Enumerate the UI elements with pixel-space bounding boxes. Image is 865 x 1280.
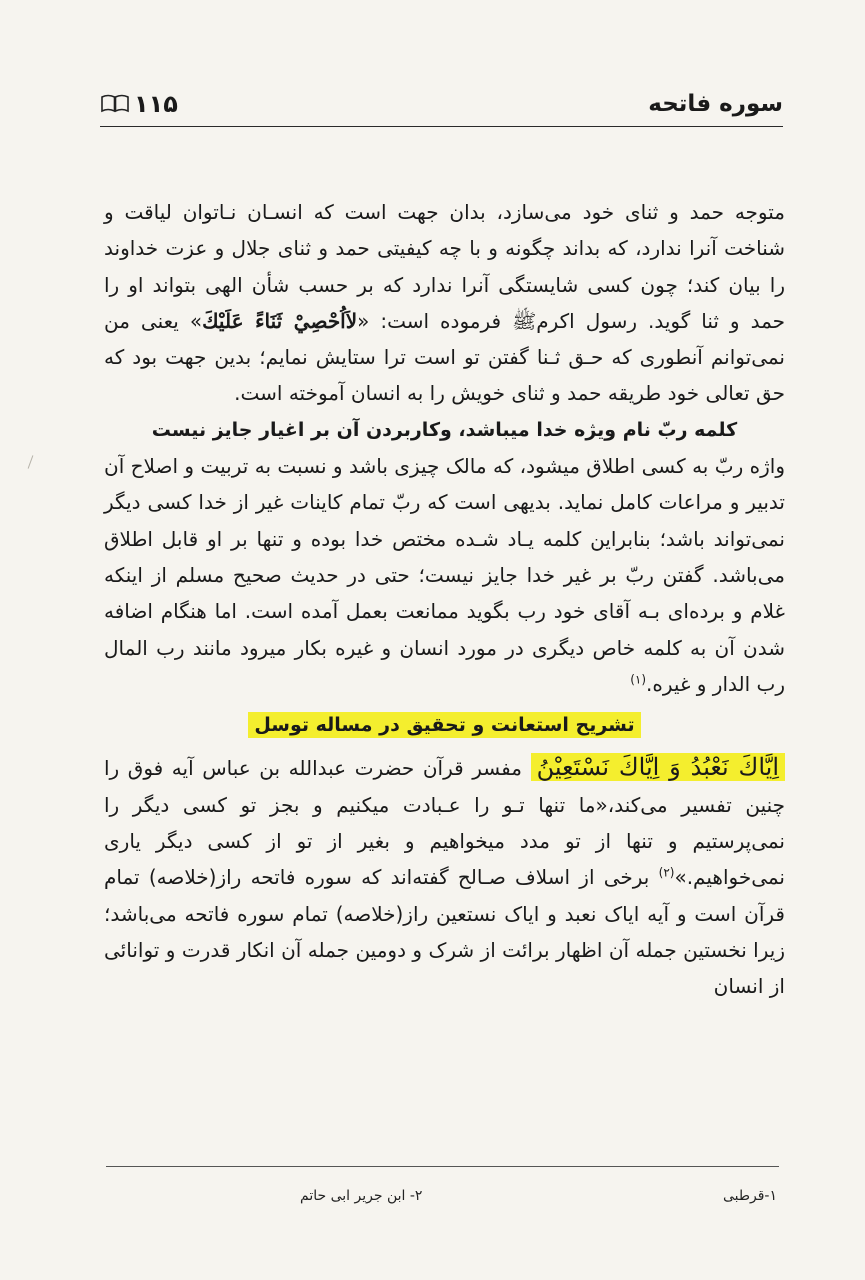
- footnote-ref-1: (۱): [630, 672, 647, 687]
- paragraph-3: [104, 749, 785, 1004]
- footnote-2: ۲- ابن جریر ابی حاتم: [300, 1188, 423, 1204]
- footnote-ref-2: (۲): [658, 865, 675, 880]
- paragraph-3-end: برخی از اسلاف صـالح گفته‌اند که سوره فاتحه راز(خلاصه) تمام قرآن است و آیه ایاک نعبد و ایاک نستعین راز(خلاصه) تمام سوره فاتحه می‌باشد؛ زیرا نخستین جمله آن اظهار برائت از شرک و دومین جمله آن انکار قدرت و توانائی از انسان: [104, 865, 785, 999]
- margin-mark: [28, 455, 34, 468]
- page-number-group: [100, 90, 178, 118]
- paragraph-2: [104, 448, 785, 702]
- footnote-1: ۱-قرطبی: [722, 1188, 777, 1204]
- section-heading-rabb: کلمه ربّ نام ویژه خدا میباشد، وکاربردن آن بر اغیار جایز نیست: [151, 418, 738, 441]
- paragraph-1: [104, 194, 785, 412]
- section-heading-wrap: [104, 706, 785, 743]
- paragraph-1-end: » یعنی من نمی‌توانم آنطوری که حـق ثـنا گفتن تو است ترا ستایش نمایم؛ بدین جهت بود که حق تعالی خود طریقه حمد و ثنای خویش را به انسان آموخته است.: [104, 308, 785, 406]
- body-text: [104, 194, 785, 1005]
- header-divider: [100, 126, 783, 127]
- quran-verse: اِيَّاكَ نَعْبُدُ وَ اِيَّاكَ نَسْتَعِيْنُ: [531, 753, 785, 781]
- page-header: [100, 86, 783, 122]
- footnote-divider: [106, 1166, 779, 1167]
- section-heading-tawassul: تشریح استعانت و تحقیق در مساله توسل: [248, 712, 640, 738]
- running-title: سوره فاتحه: [648, 91, 783, 117]
- paragraph-1-text: متوجه حمد و ثنای خود می‌سازد، بدان جهت است که انسـان نـاتوان لیاقت و شناخت آنرا ندارد، که بداند چگونه و با چه کیفیتی حمد و ثنای جلال و عزت خداوند را بیان کند؛ چون کسی شایستگی آنرا ندارد که بر حسب شأن الهی بتواند او را حمد و ثنا گوید. رسول اکرمﷺ فرموده است: «: [104, 200, 785, 333]
- paragraph-2-text: واژه ربّ به کسی اطلاق میشود، که مالک چیزی باشد و نسبت به تربیت و اصلاح آن تدبیر و مراعات کامل نماید. بدیهی است که ربّ تمام کاینات غیر از خدا کسی دیگر نمی‌تواند باشد؛ بنابراین کلمه یـاد شـده مختص خدا بوده و تنها بر او قابل اطلاق می‌باشد. گفتن ربّ بر غیر خدا جایز نیست؛ حتی در حدیث صحیح مسلم از اینکه غلام و برده‌ای بـه آقای خود رب بگوید ممانعت بعمل آمده است. اما هنگام اضافه شدن آن به کلمه خاص دیگری در مورد انسان و غیره بکار میرود مانند رب المال رب الدار و غیره.: [104, 454, 785, 696]
- page-number: ۱۱۵: [134, 90, 178, 118]
- hadith-quote: لاَاُحْصِيْ ثَنَاءً عَلَيْكَ: [202, 308, 358, 333]
- open-book-icon: [100, 93, 130, 115]
- paragraph-3-text: مفسر قرآن حضرت عبدالله بن عباس آیه فوق را چنین تفسیر می‌کند،«ما تنها تـو را عـبادت میکنیم و بجز تو کسی دیگر را نمی‌پرستیم و تنها از تو مدد میخواهیم و بغیر از تو از کسی دیگر یاری نمی‌خواهیم.»: [104, 756, 785, 890]
